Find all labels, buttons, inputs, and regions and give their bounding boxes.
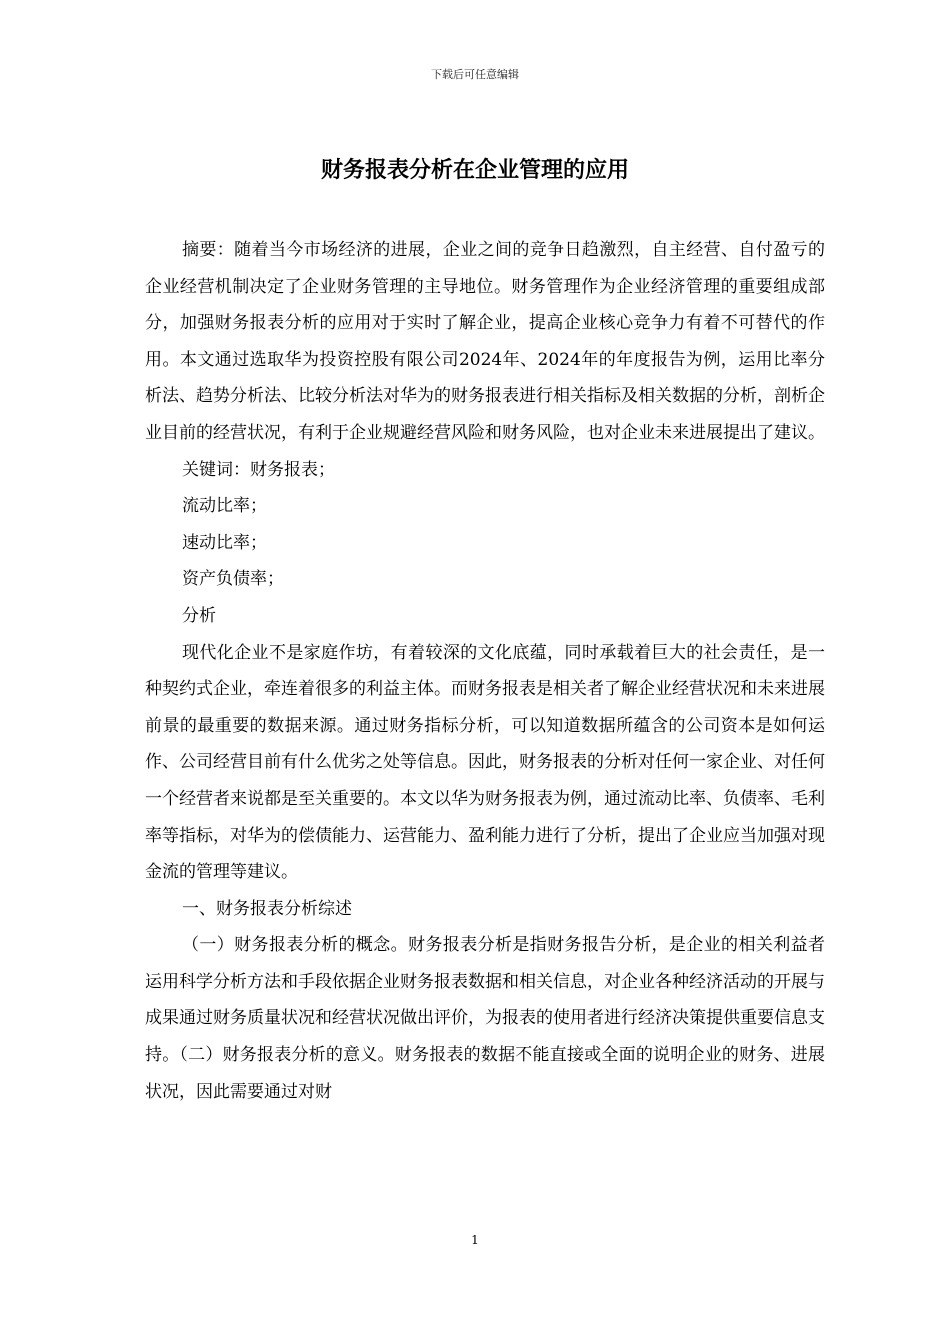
keyword-line: 速动比率； xyxy=(182,532,267,553)
document-body xyxy=(145,232,825,1110)
document-title: 财务报表分析在企业管理的应用 xyxy=(320,157,629,183)
abstract-paragraph: 摘要：随着当今市场经济的进展，企业之间的竞争日趋激烈，自主经营、自付盈亏的企业经营机制决定了企业财务管理的主导地位。财务管理作为企业经济管理的重要组成部分，加强财务报表分析的应用对于实时了解企业，提高企业核心竞争力有着不可替代的作用。本文通过选取华为投资控股有限公司2024年、2024年的年度报告为例，运用比率分析法、趋势分析法、比较分析法对华为的财务报表进行相关指标及相关数据的分析，剖析企业目前的经营状况，有利于企业规避经营风险和财务风险，也对企业未来进展提出了建议。 xyxy=(145,240,825,443)
section-heading: 一、财务报表分析综述 xyxy=(182,898,352,919)
intro-paragraph: 现代化企业不是家庭作坊，有着较深的文化底蕴，同时承载着巨大的社会责任，是一种契约式企业，牵连着很多的利益主体。而财务报表是相关者了解企业经营状况和未来进展前景的最重要的数据来源。通过财务指标分析，可以知道数据所蕴含的公司资本是如何运作、公司经营目前有什么优劣之处等信息。因此，财务报表的分析对任何一家企业、对任何一个经营者来说都是至关重要的。本文以华为财务报表为例，通过流动比率、负债率、毛利率等指标，对华为的偿债能力、运营能力、盈利能力进行了分析，提出了企业应当加强对现金流的管理等建议。 xyxy=(145,642,825,883)
keyword-line: 分析 xyxy=(182,605,216,626)
section-paragraph: （一）财务报表分析的概念。财务报表分析是指财务报告分析，是企业的相关利益者运用科学分析方法和手段依据企业财务报表数据和相关信息，对企业各种经济活动的开展与成果通过财务质量状况和经营状况做出评价，为报表的使用者进行经济决策提供重要信息支持。（二）财务报表分析的意义。财务报表的数据不能直接或全面的说明企业的财务、进展状况，因此需要通过对财 xyxy=(145,935,825,1102)
keyword-line: 流动比率； xyxy=(182,496,267,517)
keyword-line: 资产负债率； xyxy=(182,569,284,590)
keyword-line: 关键词：财务报表； xyxy=(182,459,335,480)
page-header-note: 下载后可任意编辑 xyxy=(431,68,519,81)
page-number: 1 xyxy=(471,1233,479,1247)
